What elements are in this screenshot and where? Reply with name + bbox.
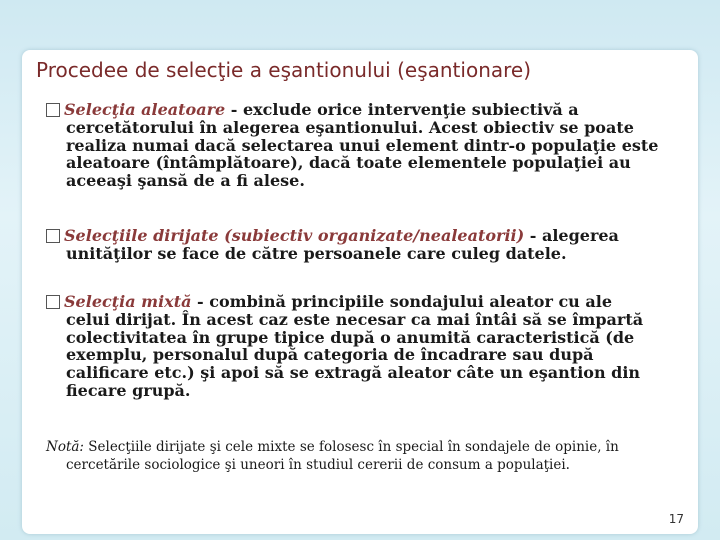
bullet-term: Selecţiile dirijate (subiectiv organizate/nealeatorii) [64,226,525,245]
footnote [46,438,696,474]
checkbox-bullet-icon [46,229,60,243]
bullet-text: - alegerea [524,226,619,245]
bullet-directed-selection [46,227,696,263]
bullet-line: calificare etc.) şi apoi să se extragă aleator câte un eşantion din [66,363,641,383]
bullet-random-selection [46,101,696,190]
page-number: 17 [668,512,684,526]
bullet-text: - combină principiile sondajului aleator cu ale [191,292,613,311]
checkbox-bullet-icon [46,295,60,309]
bullet-line: fiecare grupă. [66,380,191,400]
bullet-line: realiza numai dacă selectarea unui element dintr-o populaţie este [66,135,659,155]
bullet-term: Selecţia aleatoare [64,100,226,119]
note-label: Notă: [46,439,84,455]
bullet-line: cercetătorului în alegerea eşantionului. Acest obiectiv se poate [66,117,634,137]
bullet-line: aleatoare (întâmplătoare), dacă toate elementele populaţiei au [66,153,631,173]
bullet-line: aceeaşi şansă de a fi alese. [66,171,305,191]
bullet-line: exemplu, personalul după categoria de încadrare sau după [66,345,594,365]
checkbox-bullet-icon [46,103,60,117]
bullet-line: colectivitatea în grupe tipice după o anumită caracteristică (de [66,327,635,347]
slide-title: Procedee de selecţie a eşantionului (eşantionare) [36,58,532,82]
note-text-line: cercetările sociologice şi uneori în studiul cererii de consum a populaţiei. [66,457,570,473]
bullet-term: Selecţia mixtă [64,292,192,311]
bullet-mixed-selection [46,293,696,400]
bullet-text: - exclude orice intervenţie subiectivă a [225,100,579,119]
bullet-line: celui dirijat. În acest caz este necesar ca mai întâi să se împartă [66,309,644,329]
bullet-line: unităţilor se face de către persoanele care culeg datele. [66,243,567,263]
note-text: Selecţiile dirijate şi cele mixte se folosesc în special în sondajele de opinie, în [83,439,619,455]
